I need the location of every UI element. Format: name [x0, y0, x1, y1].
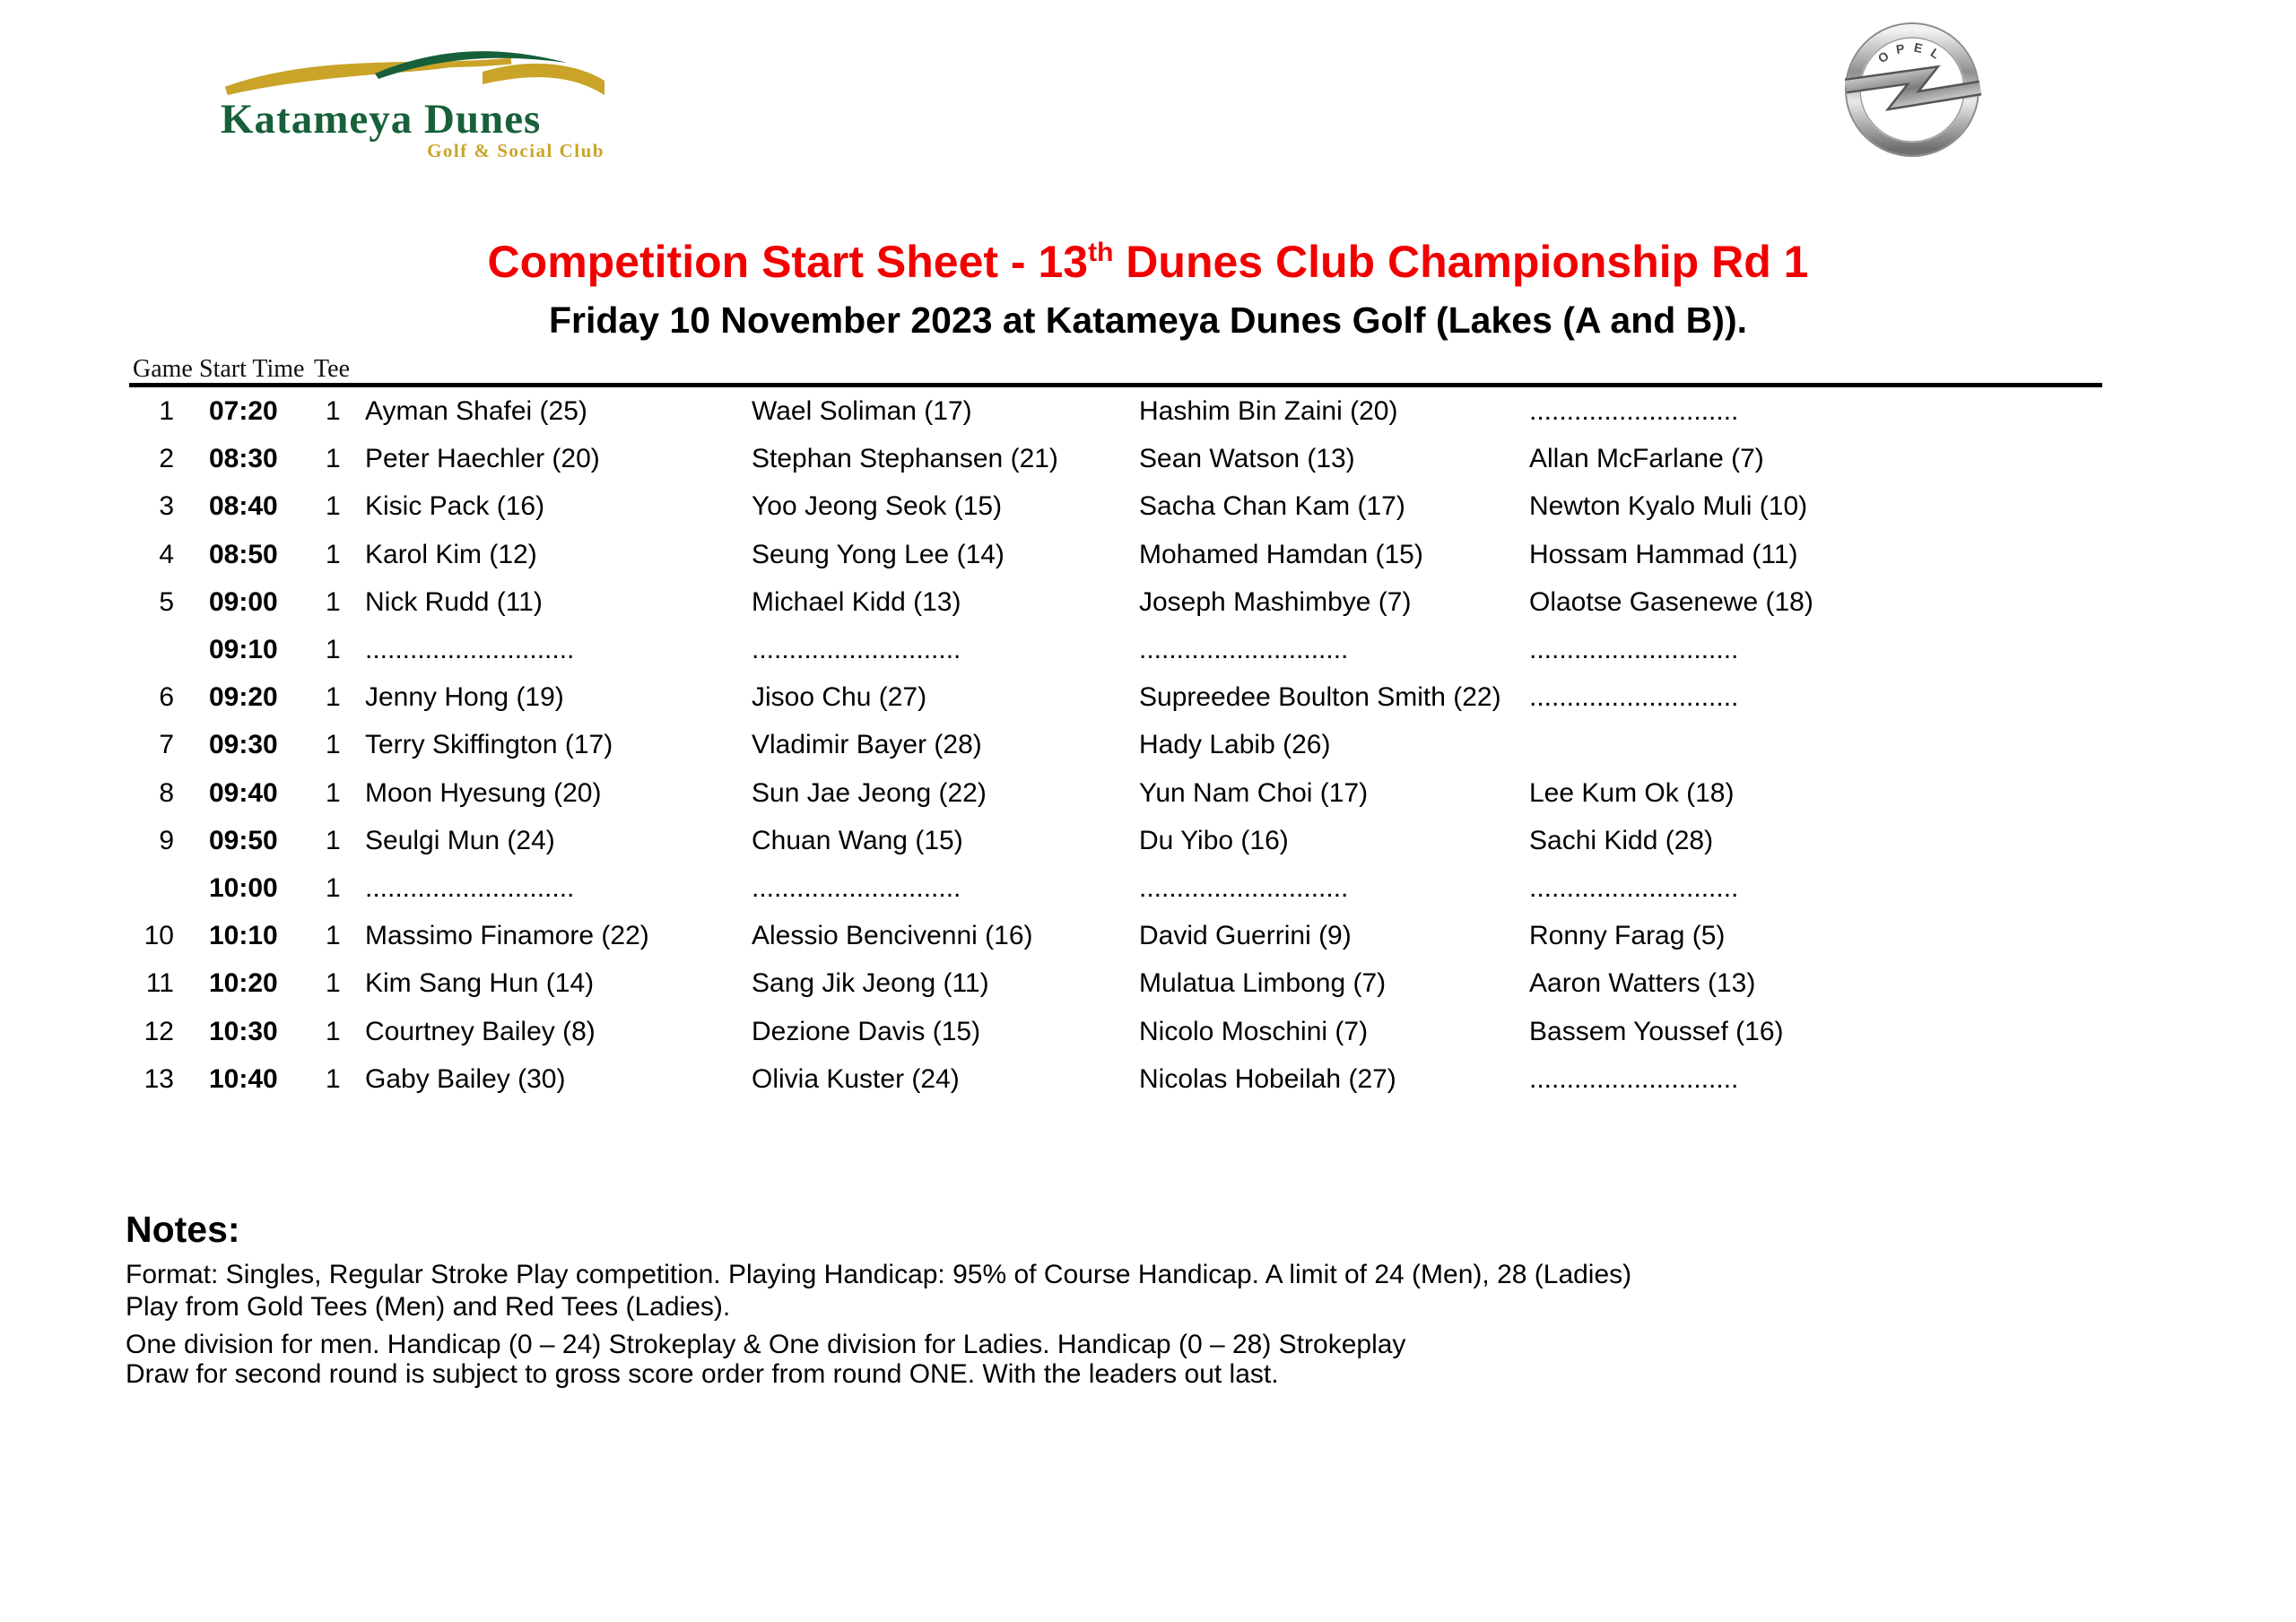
- start-time-cell: 10:30: [209, 1016, 278, 1046]
- start-time-cell: 09:50: [209, 825, 278, 855]
- player-cell: Olivia Kuster (24): [752, 1063, 960, 1094]
- player-cell: Alessio Bencivenni (16): [752, 921, 1033, 951]
- start-time-cell: 10:00: [209, 873, 278, 903]
- player-cell: David Guerrini (9): [1139, 921, 1352, 951]
- game-number-cell: 12: [144, 1016, 174, 1046]
- tee-cell: 1: [326, 635, 341, 664]
- start-time-cell: 09:40: [209, 777, 278, 808]
- tee-cell: 1: [326, 586, 341, 617]
- player-cell: Terry Skiffington (17): [365, 730, 613, 760]
- player-cell: Supreedee Boulton Smith (22): [1139, 682, 1501, 713]
- player-cell: Jisoo Chu (27): [752, 682, 927, 713]
- game-number-cell: 1: [159, 396, 174, 426]
- player-cell: Jenny Hong (19): [365, 682, 564, 713]
- player-cell: ............................: [1529, 396, 1739, 426]
- start-sheet-row: [0, 721, 2296, 768]
- player-cell: Kisic Pack (16): [365, 491, 545, 522]
- start-time-cell: 09:00: [209, 586, 278, 617]
- page-title-superscript: th: [1088, 238, 1114, 267]
- tee-cell: 1: [326, 825, 341, 855]
- player-cell: ............................: [1529, 682, 1739, 713]
- player-cell: Sean Watson (13): [1139, 444, 1355, 474]
- player-cell: ............................: [365, 635, 575, 664]
- player-cell: Massimo Finamore (22): [365, 921, 649, 951]
- player-cell: Michael Kidd (13): [752, 586, 961, 617]
- player-cell: Aaron Watters (13): [1529, 968, 1756, 999]
- player-cell: Courtney Bailey (8): [365, 1016, 596, 1046]
- player-cell: Allan McFarlane (7): [1529, 444, 1764, 474]
- game-number-cell: [108, 864, 174, 912]
- start-sheet-row: [0, 435, 2296, 482]
- player-cell: ............................: [1529, 873, 1739, 903]
- club-logo-tagline: Golf & Social Club: [427, 140, 604, 161]
- player-cell: Stephan Stephansen (21): [752, 444, 1058, 474]
- tee-cell: 1: [326, 873, 341, 903]
- page-title: [0, 236, 2296, 288]
- player-cell: Yun Nam Choi (17): [1139, 777, 1369, 808]
- player-cell: ............................: [1529, 635, 1739, 664]
- game-number-cell: 6: [159, 682, 174, 713]
- tee-cell: 1: [326, 1016, 341, 1046]
- player-cell: Vladimir Bayer (28): [752, 730, 982, 760]
- start-sheet-row: [0, 817, 2296, 864]
- player-cell: Peter Haechler (20): [365, 444, 600, 474]
- notes-divisions-line: One division for men. Handicap (0 – 24) Strokeplay & One division for Ladies. Handicap (0 – 28) Strokeplay: [126, 1330, 1406, 1359]
- start-time-cell: 09:20: [209, 682, 278, 713]
- player-cell: Sacha Chan Kam (17): [1139, 491, 1405, 522]
- player-cell: Sang Jik Jeong (11): [752, 968, 989, 999]
- player-cell: Mohamed Hamdan (15): [1139, 539, 1423, 569]
- notes-format-line: Format: Singles, Regular Stroke Play competition. Playing Handicap: 95% of Course Handicap. A limit of 24 (Men), 28 (Ladies): [126, 1260, 1632, 1289]
- player-cell: Nicolo Moschini (7): [1139, 1016, 1369, 1046]
- start-time-cell: 10:10: [209, 921, 278, 951]
- start-sheet-row: [0, 769, 2296, 817]
- player-cell: Yoo Jeong Seok (15): [752, 491, 1003, 522]
- player-cell: Sachi Kidd (28): [1529, 825, 1714, 855]
- page-title-text: Competition Start Sheet - 13: [487, 237, 1089, 287]
- player-cell: ............................: [752, 873, 961, 903]
- column-header-start-time: Start Time: [199, 355, 305, 383]
- player-cell: Lee Kum Ok (18): [1529, 777, 1735, 808]
- opel-wordmark: OPEL: [1874, 39, 1950, 66]
- game-number-cell: 10: [144, 921, 174, 951]
- player-cell: Bassem Youssef (16): [1529, 1016, 1784, 1046]
- start-sheet-row: [0, 959, 2296, 1007]
- start-time-cell: 08:30: [209, 444, 278, 474]
- player-cell: Hashim Bin Zaini (20): [1139, 396, 1398, 426]
- player-cell: Hossam Hammad (11): [1529, 539, 1798, 569]
- game-number-cell: [108, 626, 174, 673]
- player-cell: Moon Hyesung (20): [365, 777, 602, 808]
- start-time-cell: 10:40: [209, 1063, 278, 1094]
- start-sheet-row: [0, 626, 2296, 673]
- game-number-cell: 3: [159, 491, 174, 522]
- player-cell: Mulatua Limbong (7): [1139, 968, 1387, 999]
- player-cell: Newton Kyalo Muli (10): [1529, 491, 1808, 522]
- player-cell: Nick Rudd (11): [365, 586, 543, 617]
- tee-cell: 1: [326, 968, 341, 999]
- player-cell: Ayman Shafei (25): [365, 396, 587, 426]
- column-header-game: Game: [133, 355, 193, 383]
- player-cell: Du Yibo (16): [1139, 825, 1289, 855]
- start-sheet-row: [0, 578, 2296, 626]
- player-cell: Ronny Farag (5): [1529, 921, 1726, 951]
- game-number-cell: 7: [159, 730, 174, 760]
- player-cell: ............................: [1139, 873, 1349, 903]
- start-sheet-row: [0, 531, 2296, 578]
- tee-cell: 1: [326, 1063, 341, 1094]
- player-cell: ............................: [365, 873, 575, 903]
- player-cell: Seulgi Mun (24): [365, 825, 555, 855]
- player-cell: Chuan Wang (15): [752, 825, 963, 855]
- player-cell: Gaby Bailey (30): [365, 1063, 566, 1094]
- start-sheet-row: [0, 912, 2296, 959]
- club-logo: [215, 32, 610, 167]
- tee-cell: 1: [326, 444, 341, 474]
- player-cell: Kim Sang Hun (14): [365, 968, 595, 999]
- page-subtitle: Friday 10 November 2023 at Katameya Dunes Golf (Lakes (A and B)).: [549, 299, 1747, 341]
- tee-cell: 1: [326, 539, 341, 569]
- notes-heading: Notes:: [126, 1209, 240, 1250]
- player-cell: Olaotse Gasenewe (18): [1529, 586, 1813, 617]
- game-number-cell: 4: [159, 539, 174, 569]
- start-sheet-row: [0, 1008, 2296, 1055]
- player-cell: ............................: [1139, 635, 1349, 664]
- start-sheet-row: [0, 864, 2296, 912]
- start-time-cell: 09:30: [209, 730, 278, 760]
- tee-cell: 1: [326, 777, 341, 808]
- tee-cell: 1: [326, 491, 341, 522]
- notes-tees-line: Play from Gold Tees (Men) and Red Tees (Ladies).: [126, 1292, 731, 1322]
- start-time-cell: 08:50: [209, 539, 278, 569]
- game-number-cell: 9: [159, 825, 174, 855]
- tee-cell: 1: [326, 730, 341, 760]
- column-header-tee: Tee: [314, 355, 351, 383]
- logo-swoosh-gold-wave: [483, 64, 604, 95]
- player-cell: Nicolas Hobeilah (27): [1139, 1063, 1396, 1094]
- tee-cell: 1: [326, 921, 341, 951]
- start-time-cell: 10:20: [209, 968, 278, 999]
- opel-logo: [1839, 16, 1987, 164]
- notes-draw-line: Draw for second round is subject to gross score order from round ONE. With the leaders out last.: [126, 1359, 1279, 1389]
- club-logo-name: Katameya Dunes: [221, 96, 542, 143]
- player-cell: Karol Kim (12): [365, 539, 537, 569]
- game-number-cell: 13: [144, 1063, 174, 1094]
- game-number-cell: 8: [159, 777, 174, 808]
- player-cell: Dezione Davis (15): [752, 1016, 981, 1046]
- player-cell: Wael Soliman (17): [752, 396, 972, 426]
- game-number-cell: 5: [159, 586, 174, 617]
- player-cell: Hady Labib (26): [1139, 730, 1331, 760]
- start-sheet-row: [0, 673, 2296, 721]
- player-cell: Seung Yong Lee (14): [752, 539, 1004, 569]
- start-sheet-row: [0, 387, 2296, 435]
- start-time-cell: 09:10: [209, 635, 278, 664]
- player-cell: Joseph Mashimbye (7): [1139, 586, 1412, 617]
- start-time-cell: 08:40: [209, 491, 278, 522]
- start-time-cell: 07:20: [209, 396, 278, 426]
- start-sheet-row: [0, 482, 2296, 530]
- tee-cell: 1: [326, 396, 341, 426]
- game-number-cell: 11: [145, 968, 174, 999]
- game-number-cell: 2: [159, 444, 174, 474]
- start-sheet-row: [0, 1055, 2296, 1103]
- player-cell: ............................: [752, 635, 961, 664]
- player-cell: Sun Jae Jeong (22): [752, 777, 987, 808]
- player-cell: ............................: [1529, 1063, 1739, 1094]
- page-title-suffix: Dunes Club Championship Rd 1: [1113, 237, 1809, 287]
- tee-cell: 1: [326, 682, 341, 713]
